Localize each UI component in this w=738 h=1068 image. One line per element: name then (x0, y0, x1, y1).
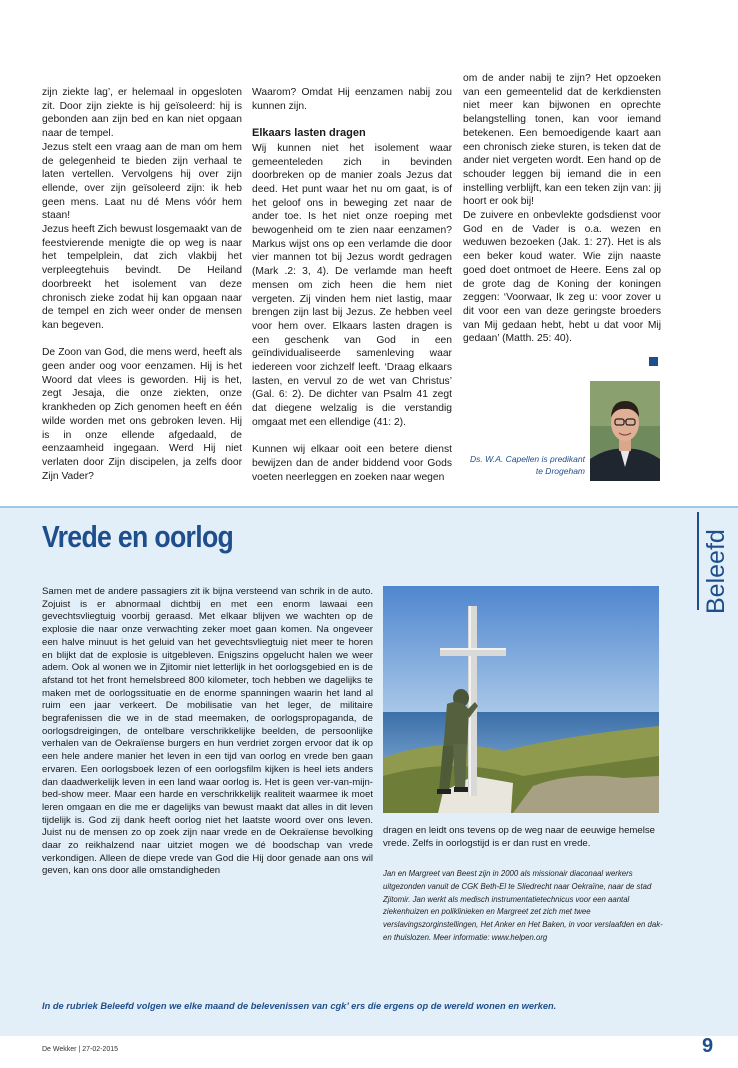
subheading-elkaars-lasten: Elkaars lasten dragen (252, 127, 366, 140)
feature-photo-cross-soldier (383, 586, 659, 813)
footer-publication-date: De Wekker | 27-02-2015 (42, 1046, 119, 1053)
column-3 (463, 72, 661, 346)
section-label-beleefd: Beleefd (702, 529, 730, 614)
col3-paragraph-1: om de ander nabij te zijn? Het opzoeken van een gemeentelid dat de kerkdiensten niet meer kan bijwonen en oprechte belangstelling tonen, kan voor iemand betekenen. Een bemoedigende kaart aan een chronisch zieke sturen, is teken dat de ander niet vergeten wordt. Een hand op de schouder leggen bij iemand die in een instelling verblijft, kan een teken zijn van: jij hoort er ook bij! (463, 73, 661, 208)
feature-band-top-border (0, 506, 738, 508)
rubric-note: In de rubriek Beleefd volgen we elke maand de belevenissen van cgk’ ers die ergens op de wereld wonen en werken. (42, 1001, 557, 1011)
col1-paragraph-1: zijn ziekte lag’, er helemaal in opgesloten zit. Door zijn ziekte is hij geïsoleerd: hij is gebonden aan zijn bed en kan niet opgaan naar de tempel. (42, 87, 242, 140)
feature-story: Samen met de andere passagiers zit ik bijna versteend van schrik in de auto. Zojuist is er abnormaal dichtbij en met een enorm lawaai een gevechtsvliegtuig voorbij geraasd. Met elkaar blijven we wachten op de explosie die naar onze verwachting zeker moet gaan komen. Na ongeveer een halve minuut is het geluid van het gevechtsvliegtuig niet meer te horen en blijkt dat de explosie is uitgebleven. Enigszins opgelucht halen we weer adem. Ook al wonen we in Zjitomir niet letterlijk in het oorlogsgebied en is de afstand tot het front hemelsbreed 800 kilometer, toch hebben we dagelijks te maken met de oorlogssituatie en de enorme spanningen waarin het land al ruim een jaar verkeert. De mobilisatie van het leger, de militaire begrafenissen die we in de stad meemaken, de oorlogspropaganda, de oorlogsdreigingen, de ontelbare verschrikkelijke beelden, de persoonlijke verhalen van de Oekraïense burgers en hun verdriet zorgen ervoor dat ik op een hele andere manier het leven in een tijd van oorlog en vrede ben gaan ervaren. Een oorlogsboek lezen of een oorlogsfilm kijken is heel iets anders dan daadwerkelijk leven in een land waar oorlog is. Het is geen ver-van-mijn-bed-show meer. Maar een harde en verschrikkelijk realiteit waarmee ik moet leren omgaan en die me er dagelijks van bewust maakt dat alles in dit leven tijdelijk is. God zij dank heeft oorlog niet het laatste woord over ons leven. Juist nu de mensen zo op zoek zijn naar vrede en de Oekraïense bevolking daar zo reikhalzend naar uitziet mogen we dé boodschap van vrede verkondigen. Alleen de diepe vrede van God die Hij door genade aan ons wil geven, kan ons door alle omstandigheden (42, 586, 373, 877)
col2-paragraph-2: Kunnen wij elkaar ooit een betere dienst bewijzen dan de ander biddend voor Gods voeten neerleggen en zoeken naar wegen (252, 444, 452, 483)
feature-photo-illustration (383, 586, 659, 813)
author-portrait-illustration (590, 381, 660, 481)
feature-headline: Vrede en oorlog (42, 519, 234, 554)
column-2 (252, 86, 452, 498)
page-number: 9 (702, 1035, 714, 1057)
col1-paragraph-4: De Zoon van God, die mens werd, heeft als geen ander oog voor eenzamen. Hij is het Woord dat vlees is geworden. Hij is het, zegt Jesaja, die onze ziekten, onze krankheden op Zich genomen heeft en één wilde worden met ons gebroken leven. Hij is in onze ellende afgedaald, de eenzaamheid ingegaan. Werd Hij niet verlaten door Zijn discipelen, ja zelfs door Zijn Vader? (42, 347, 242, 482)
col1-paragraph-2: Jezus stelt een vraag aan de man om hem de gelegenheid te bieden zijn verhaal te laten vertellen. Vervolgens hij over zijn ellende, over zijn geïsoleerd zijn: ik heb geen mens. Laat nu dé Mens vóór hem staan! (42, 141, 242, 222)
section-label-rule (697, 512, 699, 610)
article-end-square-icon (649, 357, 658, 366)
feature-story-ending: dragen en leidt ons tevens op de weg naar de eeuwige hemelse vrede. Zelfs in oorlogstijd is er dan rust en vrede. (383, 825, 656, 849)
col2-paragraph-1: Wij kunnen niet het isolement waar gemeenteleden zich in bevinden doorbreken op de manier zoals Jezus dat deed. Het punt waar het nu om gaat, is of het geloof ons in beweging zet naar de ander toe. Is het niet onze roeping met bewogenheid om te zien naar eenzamen? Markus wijst ons op een verlamde die door vier mannen tot bij Jezus wordt gedragen (Mark .2: 3, 4). De verlamde man heeft mensen om zich heen die hem niet vergeten. Zij vinden hem niet lastig, maar brengen zijn last bij Jezus. Ze hebben veel voor hem over. Elkaars lasten dragen is een geschenk van God in een geïndividualiseerde samenleving waar iedereen voor zichzelf leeft. ‘Draag elkaars lasten, en vervul zo de wet van Christus’ (Gal. 6: 2). De dichter van Psalm 41 zegt dat diegene welzalig is die verstandig omgaat met een ellendige (41: 2). (252, 142, 452, 428)
col1-paragraph-3: Jezus heeft Zich bewust losgemaakt van de feestvierende menigte die op weg is naar het tempelplein, dat zich vlakbij het verpleegtehuis bevindt. De Heiland doorbreekt het isolement van deze chronisch zieke zodat hij kan opgaan naar de tempel en zich weer onder de mensen kan begeven. (42, 224, 242, 331)
column-1 (42, 86, 242, 497)
col2-intro: Waarom? Omdat Hij eenzamen nabij zou kunnen zijn. (252, 87, 452, 112)
portrait-caption: Ds. W.A. Capellen is predikant te Drogeham (470, 454, 585, 476)
authors-note: Jan en Margreet van Beest zijn in 2000 als missionair diaconaal werkers uitgezonden vanuit de CGK Beth-El te Sliedrecht naar Oekraïne, naar de stad Zjitomir. Jan werkt als medisch instrumentatietechnicus voor een aantal ziekenhuizen en poliklinieken en Margreet zet zich met twee verslavingszorginstellingen, Het Anker en Het Baken, in voor verslaafden en dak- en thuislozen. Meer informatie: www.helpen.org (383, 869, 663, 942)
col3-paragraph-2: De zuivere en onbevlekte godsdienst voor God en de Vader is o.a. wezen en weduwen bezoeken (Jak. 1: 27). Het is als een beker koud water. Wie zijn naaste goed doet ontmoet de Heere. Eens zal op de grote dag de Koning der koningen zeggen: ‘Voorwaar, Ik zeg u: voor zover u dit voor een van deze geringste broeders van Mij gedaan hebt, hebt u dat voor Mij gedaan’ (Matth. 25: 40). (463, 210, 661, 345)
author-portrait (590, 381, 660, 481)
